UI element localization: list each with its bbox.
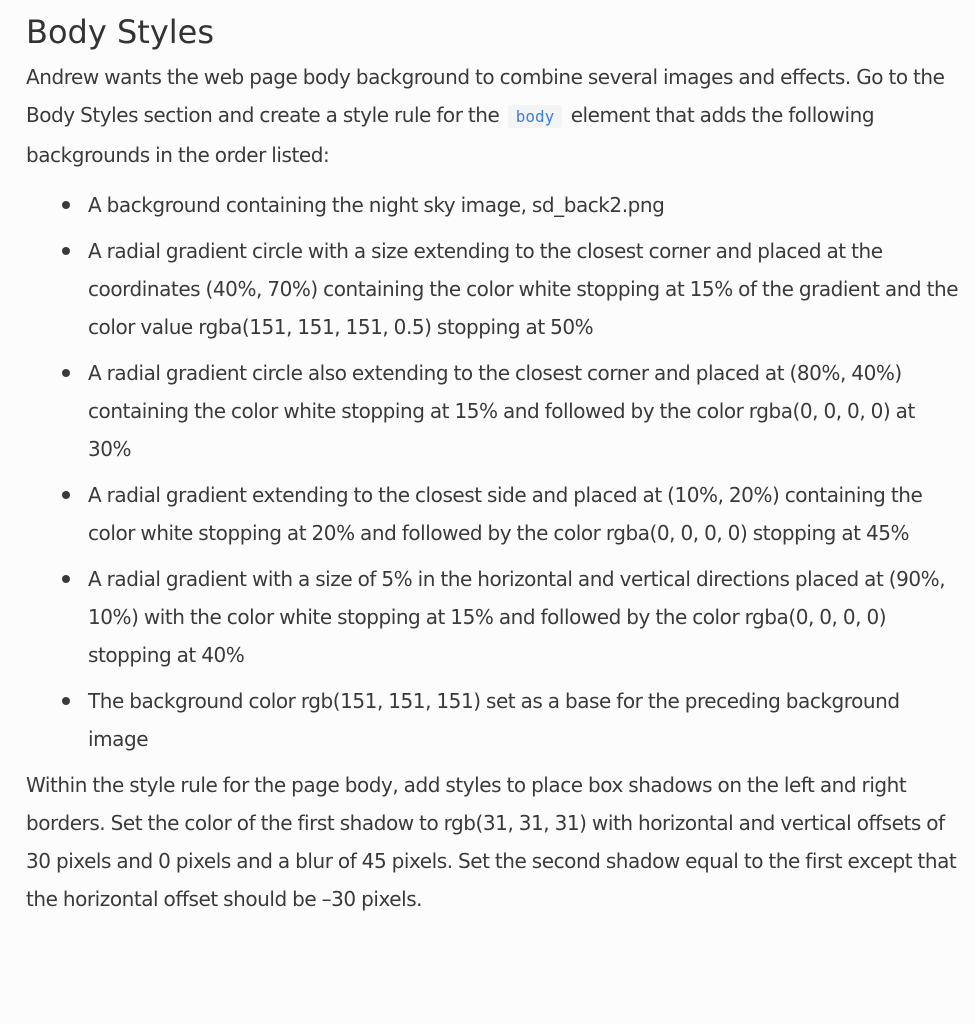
background-list — [26, 186, 961, 758]
list-item — [88, 186, 961, 224]
bullet-icon — [62, 369, 70, 377]
intro-text-end: element that adds the following backgrounds in the order listed: — [26, 103, 875, 167]
section-title: Body Styles — [26, 13, 214, 51]
list-item — [88, 354, 961, 468]
list-item — [88, 232, 961, 346]
list-item-text: The background color rgb(151, 151, 151) set as a base for the preceding background image — [88, 689, 900, 751]
list-item — [88, 560, 961, 674]
list-item-text: A radial gradient extending to the closest side and placed at (10%, 20%) containing the color white stopping at 20% and followed by the color rgba(0, 0, 0, 0) stopping at 45% — [88, 483, 923, 545]
bullet-icon — [62, 575, 70, 583]
list-item-text: A background containing the night sky image, sd_back2.png — [88, 193, 665, 217]
list-item — [88, 476, 961, 552]
list-item — [88, 682, 961, 758]
bullet-icon — [62, 491, 70, 499]
bullet-icon — [62, 247, 70, 255]
bullet-icon — [62, 201, 70, 209]
list-item-text: A radial gradient circle with a size extending to the closest corner and placed at the coordinates (40%, 70%) containing the color white stopping at 15% of the gradient and the color value rgba(151, 151, 151, 0.5) stopping at 50% — [88, 239, 959, 339]
bullet-icon — [62, 697, 70, 705]
intro-text-start: Andrew wants the web page body background to combine several images and effects. Go to the Body Styles section and create a style rule for the — [26, 65, 945, 127]
list-item-text: A radial gradient with a size of 5% in the horizontal and vertical directions placed at (90%, 10%) with the color white stopping at 15% and followed by the color rgba(0, 0, 0, 0) stopping at 40% — [88, 567, 946, 667]
inline-code-body: body — [508, 105, 563, 128]
closing-paragraph: Within the style rule for the page body, add styles to place box shadows on the left and right borders. Set the color of the first shadow to rgb(31, 31, 31) with horizontal and vertical offsets of 30 pixels and 0 pixels and a blur of 45 pixels. Set the second shadow equal to the first except that the horizontal offset should be –30 pixels. — [26, 773, 957, 911]
intro-paragraph — [26, 58, 961, 174]
list-item-text: A radial gradient circle also extending to the closest corner and placed at (80%, 40%) containing the color white stopping at 15% and followed by the color rgba(0, 0, 0, 0) at 30% — [88, 361, 915, 461]
